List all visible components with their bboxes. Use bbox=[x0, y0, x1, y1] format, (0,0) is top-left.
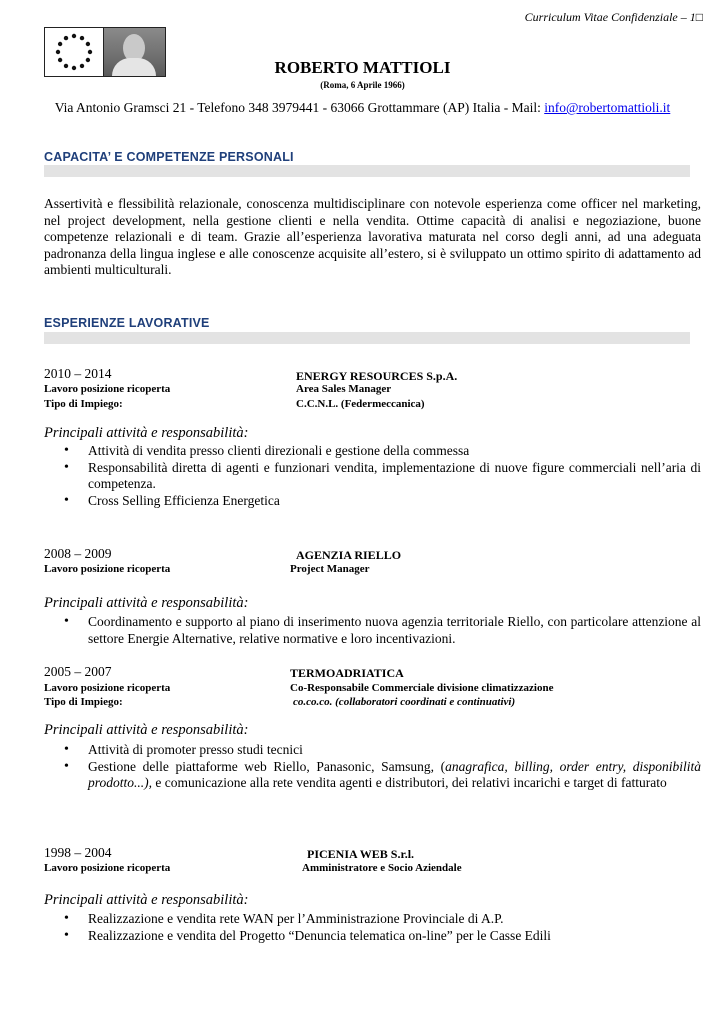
skills-paragraph: Assertività e flessibilità relazionale, conoscenza multidisciplinare con notevole esperienza come officer nel marketing, nel project development, nella gestione clienti e nella vendita. Ottime capacità di analisi e negoziazione, buone competenze relazionali e di team. Grazie all’esperienza lavorativa maturata nel corso degli anni, ad una adeguata padronanza della lingua inglese e alle conoscenze acquisite all’estero, si è sviluppato un ottimo spirito di adattamento ad ambienti multiculturali. bbox=[44, 196, 701, 277]
list-item: • Attività di promoter presso studi tecnici bbox=[44, 742, 701, 759]
job-dates: 2005 – 2007 bbox=[44, 664, 112, 679]
job-company: PICENIA WEB S.r.l. bbox=[307, 847, 415, 861]
list-item: • Cross Selling Efficienza Energetica bbox=[44, 493, 701, 510]
job-position: Project Manager bbox=[290, 563, 370, 575]
job-employment: co.co.co. (collaboratori coordinati e continuativi) bbox=[293, 696, 516, 708]
responsibilities-list bbox=[44, 911, 701, 944]
responsibilities-label: Principali attività e responsabilità: bbox=[44, 722, 249, 738]
job-employment: C.C.N.L. (Federmeccanica) bbox=[296, 398, 425, 410]
bullet-text: e comunicazione alla rete vendita agenti e distributori, dei relativi incarichi e target di fatturato bbox=[152, 775, 667, 790]
position-label: Lavoro posizione ricoperta bbox=[44, 682, 171, 694]
responsibilities-list bbox=[44, 742, 701, 792]
section-title-experience: ESPERIENZE LAVORATIVE bbox=[44, 316, 210, 330]
job-company: TERMOADRIATICA bbox=[290, 666, 404, 680]
birth-info: (Roma, 6 Aprile 1966) bbox=[320, 80, 405, 90]
list-item: • Realizzazione e vendita del Progetto “Denuncia telematica on-line” per le Casse Edili bbox=[44, 928, 701, 945]
job-dates: 1998 – 2004 bbox=[44, 845, 112, 860]
list-item: • Responsabilità diretta di agenti e funzionari vendita, implementazione di nuove figure commerciali nell’aria di competenza. bbox=[44, 460, 701, 493]
job-position: Area Sales Manager bbox=[296, 383, 392, 395]
position-label: Lavoro posizione ricoperta bbox=[44, 862, 171, 874]
list-item: • Coordinamento e supporto al piano di inserimento nuova agenzia territoriale Riello, con particolare attenzione al settore Energie Alternative, relative normative e loro incentivazioni. bbox=[44, 614, 701, 647]
employment-label: Tipo di Impiego: bbox=[44, 398, 123, 410]
position-label: Lavoro posizione ricoperta bbox=[44, 563, 171, 575]
list-item bbox=[44, 759, 701, 792]
job-position: Amministratore e Socio Aziendale bbox=[302, 862, 462, 874]
responsibilities-label: Principali attività e responsabilità: bbox=[44, 892, 249, 908]
job-company: AGENZIA RIELLO bbox=[296, 548, 402, 562]
job-position: Co-Responsabile Commerciale divisione climatizzazione bbox=[290, 682, 554, 694]
employment-label: Tipo di Impiego: bbox=[44, 696, 123, 708]
section-divider bbox=[44, 165, 690, 177]
responsibilities-label: Principali attività e responsabilità: bbox=[44, 425, 249, 441]
job-dates: 2008 – 2009 bbox=[44, 546, 112, 561]
address-text: Via Antonio Gramsci 21 - Telefono 348 3979441 - 63066 Grottammare (AP) Italia - Mail: bbox=[54, 100, 545, 115]
section-divider bbox=[44, 332, 690, 344]
list-item: • Realizzazione e vendita rete WAN per l’Amministrazione Provinciale di A.P. bbox=[44, 911, 701, 928]
email-link[interactable]: info@robertomattioli.it bbox=[544, 100, 671, 115]
job-dates: 2010 – 2014 bbox=[44, 366, 112, 381]
section-title-skills: CAPACITA’ E COMPETENZE PERSONALI bbox=[44, 150, 294, 164]
bullet-text: Gestione delle piattaforme web Riello, Panasonic, Samsung, ( bbox=[88, 758, 446, 774]
bullet-text-italic: anagrafica, billing, order entry, disponibilità prodotto...), bbox=[88, 758, 702, 790]
responsibilities-list bbox=[44, 443, 701, 509]
contact-line bbox=[0, 100, 725, 116]
person-name: ROBERTO MATTIOLI bbox=[274, 58, 451, 77]
responsibilities-label: Principali attività e responsabilità: bbox=[44, 595, 249, 611]
responsibilities-list bbox=[44, 614, 701, 647]
job-company: ENERGY RESOURCES S.p.A. bbox=[296, 369, 458, 383]
list-item: • Attività di vendita presso clienti direzionali e gestione della commessa bbox=[44, 443, 701, 460]
position-label: Lavoro posizione ricoperta bbox=[44, 383, 171, 395]
page-header: Curriculum Vitae Confidenziale – 1□ bbox=[524, 10, 703, 24]
